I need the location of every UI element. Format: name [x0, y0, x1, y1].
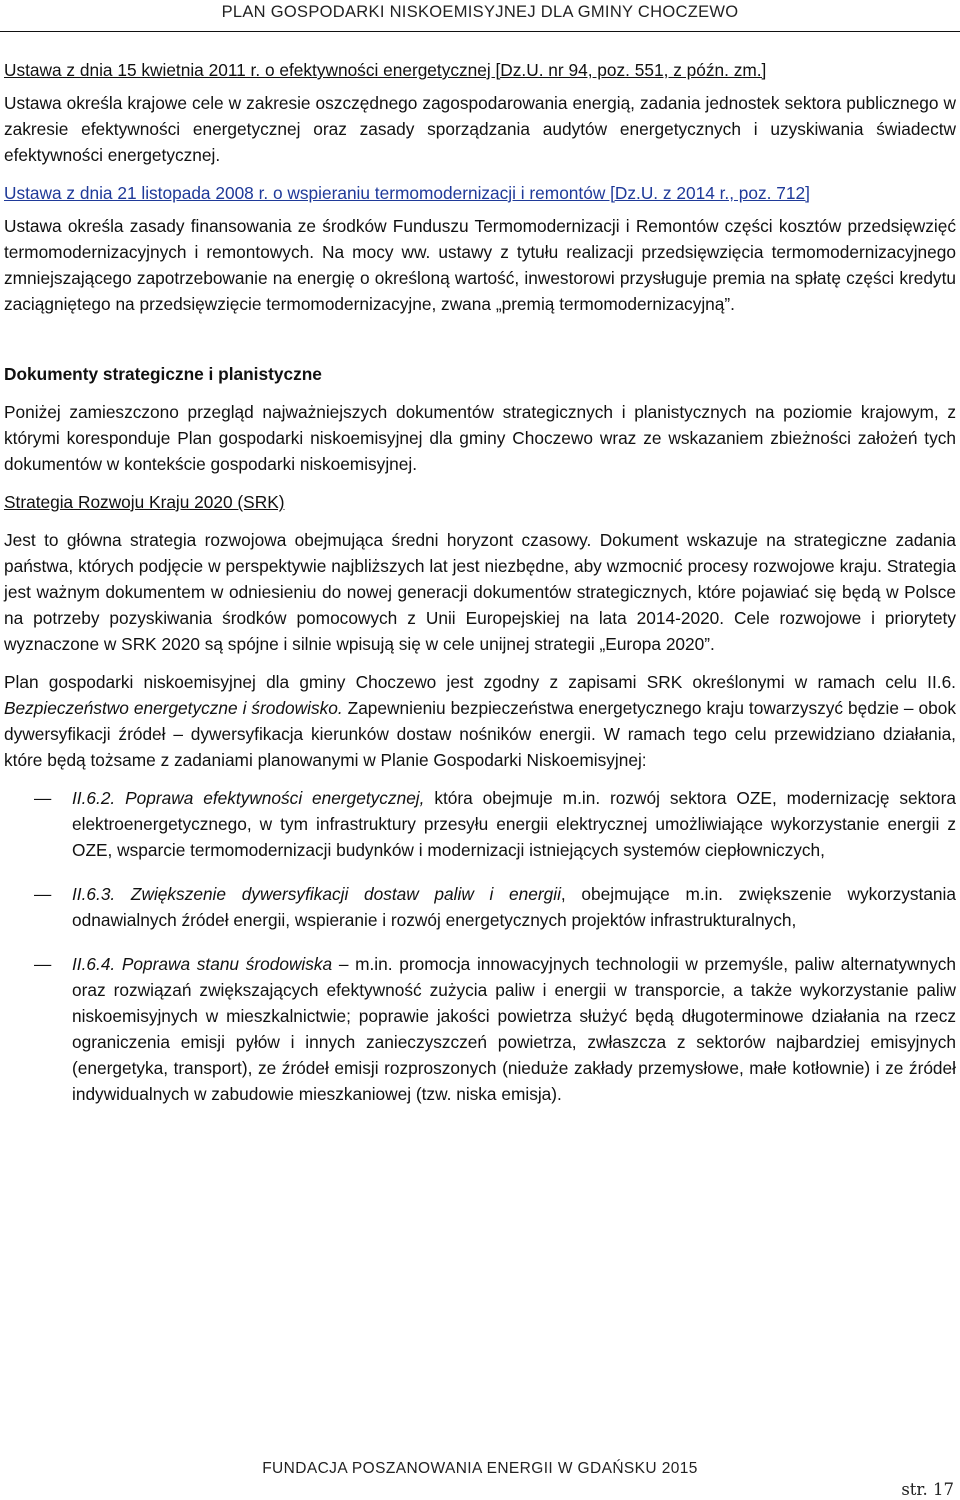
dash-marker: —: [34, 954, 52, 974]
list-item-text: , obejmujące m.in. zwiększenie wykorzystania odnawialnych źródeł energii, wspieranie i rozwój energetycznych projektów infrastrukturalnych,: [72, 884, 956, 930]
srk-title: Strategia Rozwoju Kraju 2020 (SRK): [4, 492, 285, 512]
list-item-label: II.6.4. Poprawa stanu środowiska: [72, 954, 333, 974]
header-divider: [0, 31, 960, 32]
srk-actions-list: [4, 785, 956, 1107]
law-title-efektywnosc: Ustawa z dnia 15 kwietnia 2011 r. o efektywności energetycznej [Dz.U. nr 94, poz. 551, z późn. zm.]: [4, 60, 767, 80]
list-item-label: II.6.2. Poprawa efektywności energetycznej,: [72, 788, 425, 808]
page-content: [4, 57, 956, 1107]
srk-paragraph-2: [4, 669, 956, 773]
list-item-label: II.6.3. Zwiększenie dywersyfikacji dostaw paliw i energii: [72, 884, 561, 904]
law-description-termomodernizacja: Ustawa określa zasady finansowania ze środków Funduszu Termomodernizacji i Remontów części kosztów przedsięwzięć termomodernizacyjnych i remontowych. Na mocy ww. ustawy z tytułu realizacji przedsięwzięcia termomodernizacyjnego zmniejszającego zapotrzebowanie na energię o określoną wartość, inwestorowi przysługuje premia na spłatę części kredytu zaciągniętego na przedsięwzięcie termomodernizacyjne, zwana „premią termomodernizacyjną”.: [4, 216, 956, 314]
law-description-efektywnosc: Ustawa określa krajowe cele w zakresie oszczędnego zagospodarowania energią, zadania jednostek sektora publicznego w zakresie efektywności energetycznej oraz zasady sporządzania audytów energetycznych i uzyskiwania świadectw efektywności energetycznej.: [4, 93, 956, 165]
list-item: [4, 785, 956, 863]
srk-paragraph-2-end: Zapewnieniu bezpieczeństwa energetycznego kraju towarzyszyć będzie – obok dywersyfikacji źródeł – dywersyfikacja kierunków dostaw nośników energii. W ramach tego celu przewidziano działania, które będą tożsame z zadaniami planowanymi w Planie Gospodarki Niskoemisyjnej:: [4, 698, 956, 770]
srk-paragraph-1: Jest to główna strategia rozwojowa obejmująca średni horyzont czasowy. Dokument wskazuje na strategiczne zadania państwa, których podjęcie w perspektywie najbliższych lat jest niezbędne, aby wzmocnić procesy rozwojowe kraju. Strategia jest ważnym dokumentem w odniesieniu do nowej generacji dokumentów strategicznych, które pojawiać się będą w Polsce na potrzeby pozyskiwania środków pomocowych z Unii Europejskiej na lata 2014-2020. Cele rozwojowe i priorytety wyznaczone w SRK 2020 są spójne i silnie wpisują się w cele unijnej strategii „Europa 2020”.: [4, 530, 956, 654]
law-title-termomodernizacja: Ustawa z dnia 21 listopada 2008 r. o wspieraniu termomodernizacji i remontów [Dz.U. z 2014 r., poz. 712]: [4, 183, 810, 203]
dash-marker: —: [34, 884, 52, 904]
section-heading: Dokumenty strategiczne i planistyczne: [4, 364, 322, 384]
list-item: [4, 951, 956, 1107]
list-item-text: – m.in. promocja innowacyjnych technologii w przemyśle, paliw alternatywnych oraz rozwiązań zwiększających efektywność zużycia paliw i energii w transporcie, a także wykorzystanie paliw niskoemisyjnych w mieszkalnictwie; poprawie jakości powietrza służyć będą długoterminowe działania na rzecz ograniczenia emisji pyłów i innych zanieczyszczeń powietrza, zwłaszcza z sektorów najbardziej emisyjnych (energetyka, transport), ze źródeł emisji rozproszonych (niedużе zakłady przemysłowe, małe kotłownie) i ze źródeł indywidualnych w zabudowie mieszkaniowej (tzw. niska emisja).: [72, 954, 956, 1104]
list-item-text: która obejmuje m.in. rozwój sektora OZE, modernizację sektora elektroenergetycznego, w tym infrastruktury przesyłu energii elektrycznej umożliwiające wykorzystanie energii z OZE, wsparcie termomodernizacji budynków i modernizacji istniejących systemów ciepłowniczych,: [72, 788, 956, 860]
running-header: PLAN GOSPODARKI NISKOEMISYJNEJ DLA GMINY CHOCZEWO: [221, 3, 739, 21]
srk-paragraph-2-start: Plan gospodarki niskoemisyjnej dla gminy Choczewo jest zgodny z zapisami SRK określonymi w ramach celu II.6.: [4, 672, 956, 692]
dash-marker: —: [34, 788, 52, 808]
list-item: [4, 881, 956, 933]
section-intro: Poniżej zamieszczono przegląd najważniejszych dokumentów strategicznych i planistycznych na poziomie krajowym, z którymi koresponduje Plan gospodarki niskoemisyjnej dla gminy Choczewo wraz ze wskazaniem zbieżności założeń tych dokumentów w kontekście gospodarki niskoemisyjnej.: [4, 402, 956, 474]
page-number: str. 17: [901, 1480, 954, 1499]
srk-goal-title: Bezpieczeństwo energetyczne i środowisko.: [4, 698, 343, 718]
page-footer: FUNDACJA POSZANOWANIA ENERGII W GDAŃSKU 2015: [262, 1460, 698, 1477]
